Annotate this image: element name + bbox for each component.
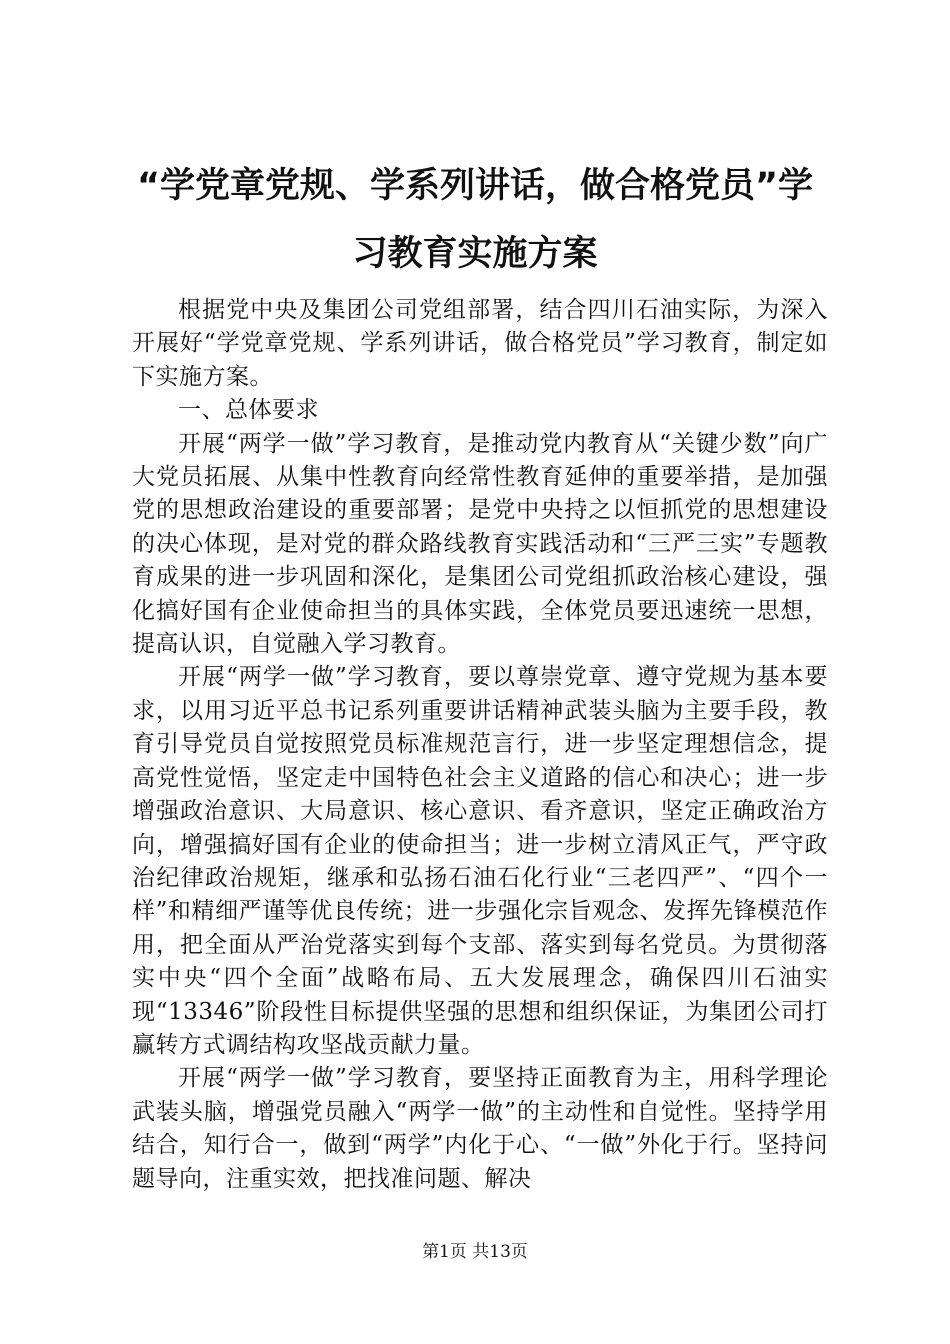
paragraph-intro: 根据党中央及集团公司党组部署，结合四川石油实际，为深入开展好“学党章党规、学系列讲话，做合格党员”学习教育，制定如下实施方案。 bbox=[132, 297, 828, 390]
paragraph: 开展“两学一做”学习教育，是推动党内教育从“关键少数”向广大党员拓展、从集中性教育向经常性教育延伸的重要举措，是加强党的思想政治建设的重要部署；是党中央持之以恒抓党的思想建设的决心体现，是对党的群众路线教育实践活动和“三严三实”专题教育成果的进一步巩固和深化，是集团公司党组抓政治核心建设，强化搞好国有企业使命担当的具体实践，全体党员要迅速统一思想，提高认识，自觉融入学习教育。 bbox=[132, 430, 828, 658]
paragraph: 开展“两学一做”学习教育，要以尊崇党章、遵守党规为基本要求，以用习近平总书记系列重要讲话精神武装头脑为主要手段，教育引导党员自觉按照党员标准规范言行，进一步坚定理想信念，提高党性觉悟，坚定走中国特色社会主义道路的信心和决心；进一步增强政治意识、大局意识、核心意识、看齐意识，坚定正确政治方向，增强搞好国有企业的使命担当；进一步树立清风正气，严守政治纪律政治规矩，继承和弘扬石油石化行业“三老四严”、“四个一样”和精细严谨等优良传统；进一步强化宗旨观念、发挥先锋模范作用，把全面从严治党落实到每个支部、落实到每名党员。为贯彻落实中央“四个全面”战略布局、五大发展理念，确保四川石油实现“13346”阶段性目标提供坚强的思想和组织保证，为集团公司打赢转方式调结构攻坚战贡献力量。 bbox=[132, 664, 828, 1058]
section-heading: 一、总体要求 bbox=[178, 397, 319, 424]
document-body bbox=[132, 294, 828, 1196]
paragraph: 开展“两学一做”学习教育，要坚持正面教育为主，用科学理论武装头脑，增强党员融入“两学一做”的主动性和自觉性。坚持学用结合，知行合一，做到“两学”内化于心、“一做”外化于行。坚持问题导向，注重实效，把找准问题、解决 bbox=[132, 1065, 828, 1192]
document-title: “学党章党规、学系列讲话，做合格党员”学习教育实施方案 bbox=[136, 166, 813, 274]
page-footer: 第1页 共13页 bbox=[422, 1242, 528, 1262]
